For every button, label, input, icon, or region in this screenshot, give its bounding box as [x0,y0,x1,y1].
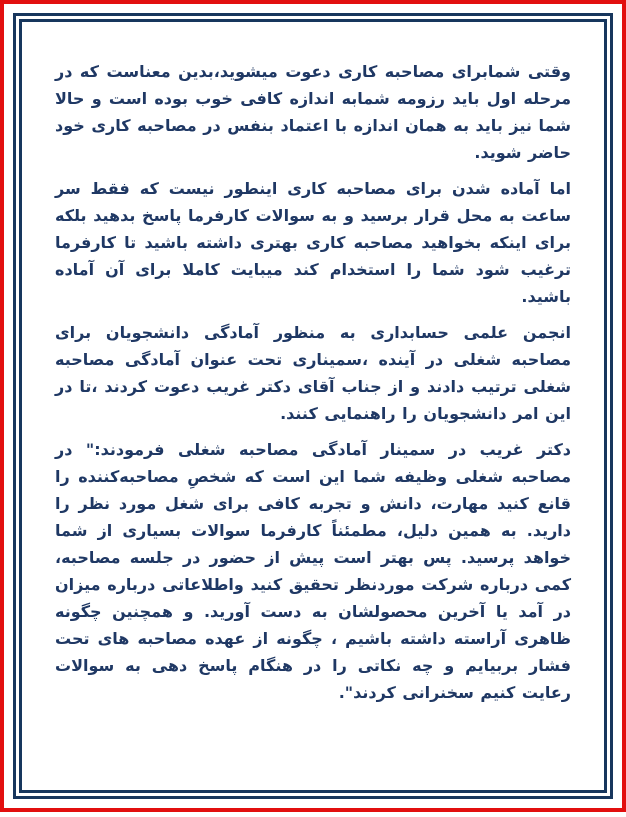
paragraph-intro-invitation: وقتی شمابرای مصاحبه کاری دعوت میشوید،بدین معناست که در مرحله اول باید رزومه شمابه اندازه کافی خوب بوده است و حالا شما نیز باید به همان اندازه با اعتماد بنفس در مصاحبه کاری خود حاضر شوید. [55,62,571,162]
paragraph-accounting-association-seminar: انجمن علمی حسابداری به منظور آمادگی دانشجویان برای مصاحبه شغلی در آینده ،سمیناری تحت عنوان آمادگی مصاحبه شغلی ترتیب دادند و از جناب آقای دکتر غریب دعوت کردند ،تا در این امر دانشجویان را راهنمایی کنند. [55,323,571,423]
navy-double-frame-outer [13,13,613,799]
document-body-text [55,58,571,706]
paragraph-dr-gharib-quote: دکتر غریب در سمینار آمادگی مصاحبه شغلی فرمودند:" در مصاحبه شغلی وظیفه شما این است که شخصِ مصاحبه‌کننده را قانع کنید مهارت، دانش و تجربه کافی برای شغل مورد نظر را دارید. به همین دلیل، مطمئناً کارفرما سوالات بسیاری از شما خواهد پرسید. پس بهتر است پیش از حضور در جلسه مصاحبه، کمی درباره شرکت موردنظر تحقیق کنید واطلاعاتی درباره میزان در آمد یا آخرین محصولشان به دست آورید. و همچنین چگونه ظاهری آراسته داشته باشیم ، چگونه از عهده مصاحبه های تحت فشار بربیایم و چه نکاتی را در هنگام پاسخ دهی به سوالات رعایت کنیم سخنرانی کردند". [55,440,571,702]
paragraph-preparation: اما آماده شدن برای مصاحبه کاری اینطور نیست که فقط سر ساعت به محل قرار برسید و به سوالات کارفرما پاسخ بدهید بلکه برای اینکه بخواهید مصاحبه کاری بهتری داشته باشید تا کارفرما ترغیب شود شما را استخدام کند میبایت کاملا برای آن آماده باشید. [55,179,571,306]
navy-double-frame-inner [19,19,607,793]
